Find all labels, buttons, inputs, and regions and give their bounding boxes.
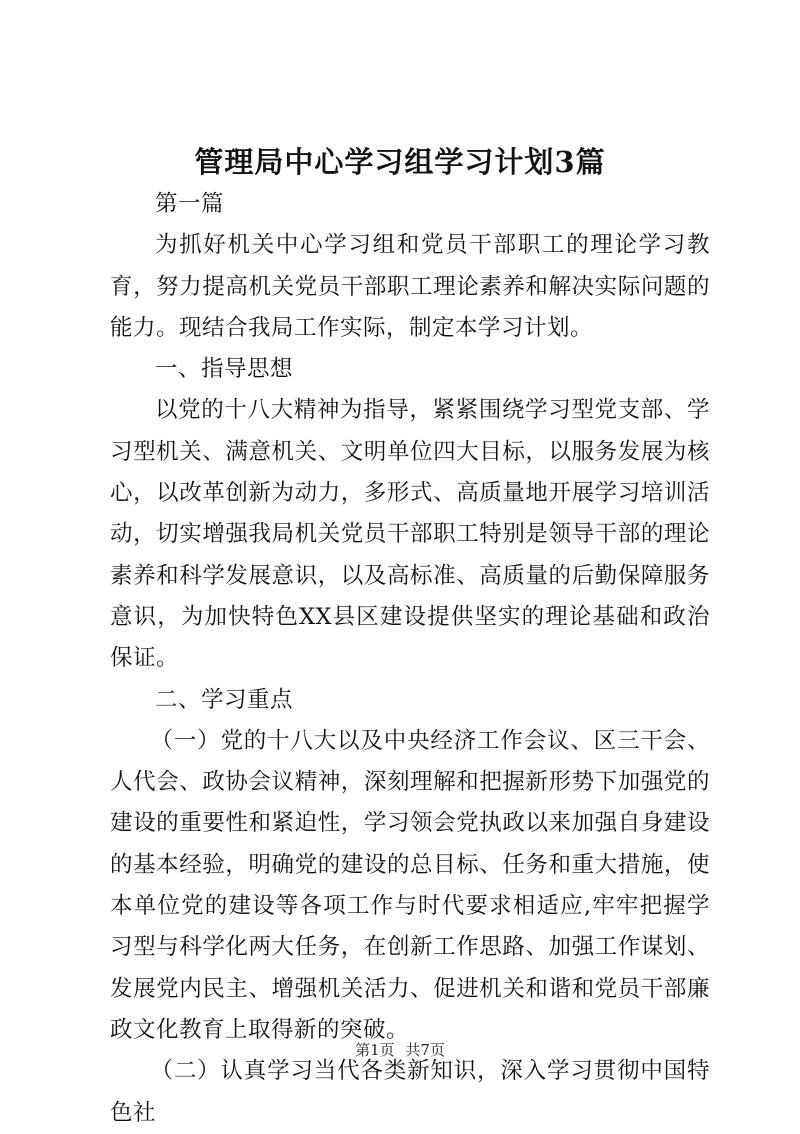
page-footer: [0, 1040, 800, 1060]
study-focus-item-1: （一）党的十八大以及中央经济工作会议、区三干会、人代会、政协会议精神，深刻理解和把握新形势下加强党的建设的重要性和紧迫性，学习领会党执政以来加强自身建设的基本经验，明确党的建设的总目标、任务和重大措施，使本单位党的建设等各项工作与时代要求相适应,牢牢把握学习型与科学化两大任务，在创新工作思路、加强工作谋划、发展党内民主、增强机关活力、促进机关和谐和党员干部廉政文化教育上取得新的突破。: [110, 727, 710, 1043]
page-total: 共7页: [405, 1041, 445, 1059]
guiding-ideology-paragraph: 以党的十八大精神为指导，紧紧围绕学习型党支部、学习型机关、满意机关、文明单位四大目标，以服务发展为核心，以改革创新为动力，多形式、高质量地开展学习培训活动，切实增强我局机关党员干部职工特别是领导干部的理论素养和科学发展意识，以及高标准、高质量的后勤保障服务意识，为加快特色XX县区建设提供坚实的理论基础和政治保证。: [110, 397, 710, 672]
document-title: 管理局中心学习组学习计划3篇: [194, 145, 606, 179]
page-number: 第1页: [355, 1041, 395, 1059]
study-focus-item-2: （二）认真学习当代各类新知识，深入学习贯彻中国特色社: [110, 1058, 710, 1126]
document-body: [110, 184, 710, 1134]
heading-study-focus: 二、学习重点: [155, 686, 294, 713]
heading-guiding-ideology: 一、指导思想: [155, 356, 294, 383]
intro-paragraph: 为抓好机关中心学习组和党员干部职工的理论学习教育，努力提高机关党员干部职工理论素养和解决实际问题的能力。现结合我局工作实际，制定本学习计划。: [110, 232, 710, 341]
section-label: 第一篇: [155, 191, 225, 217]
